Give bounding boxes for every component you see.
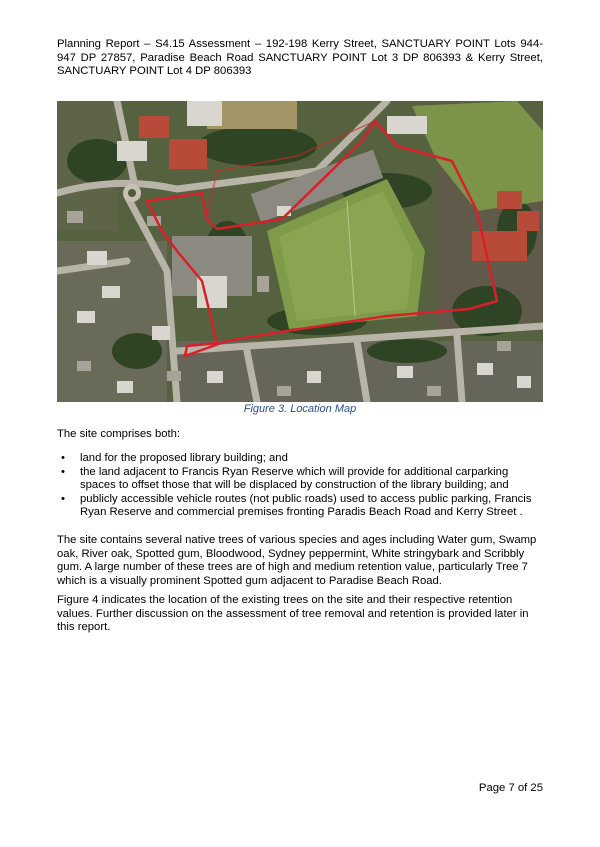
bullet-icon: • bbox=[61, 465, 65, 478]
list-item: • publicly accessible vehicle routes (not public roads) used to access public parking, Francis Ryan Reserve and commercial premises fronting Paradis Beach Road and Kerry Street . bbox=[61, 492, 532, 519]
location-map bbox=[57, 101, 543, 402]
bullet-icon: • bbox=[61, 452, 65, 464]
aerial-photo bbox=[57, 101, 543, 402]
figure4-paragraph: Figure 4 indicates the location of the existing trees on the site and their respective retention values. Further discussion on the assessment of tree removal and retention is provided later in this report. bbox=[57, 594, 529, 634]
trees-paragraph: The site contains several native trees of various species and ages including Water gum, Swamp oak, River oak, Spotted gum, Bloodwood, Sydney peppermint, White stringybark and Scribbly gum. A large number of these trees are of high and medium retention value, particularly Tree 7 which is a visually prominent Spotted gum adjacent to Paradise Beach Road. bbox=[57, 534, 537, 587]
report-header: Planning Report – S4.15 Assessment – 192-198 Kerry Street, SANCTUARY POINT Lots 944-947 DP 27857, Paradise Beach Road SANCTUARY POINT Lot 3 DP 806393 & Kerry Street, SANCTUARY POINT Lot 4 DP 806393 bbox=[57, 38, 543, 77]
intro-paragraph: The site comprises both: bbox=[57, 428, 181, 440]
figure-caption: Figure 3. Location Map bbox=[243, 403, 357, 415]
bullet-icon: • bbox=[61, 492, 65, 505]
list-item: • the land adjacent to Francis Ryan Reserve which will provide for additional carparking spaces to offset those that will be displaced by construction of the library building; and bbox=[61, 465, 509, 492]
page-number: Page 7 of 25 bbox=[478, 782, 543, 794]
site-components-list bbox=[57, 452, 543, 520]
list-item: • land for the proposed library building; and bbox=[61, 452, 288, 464]
